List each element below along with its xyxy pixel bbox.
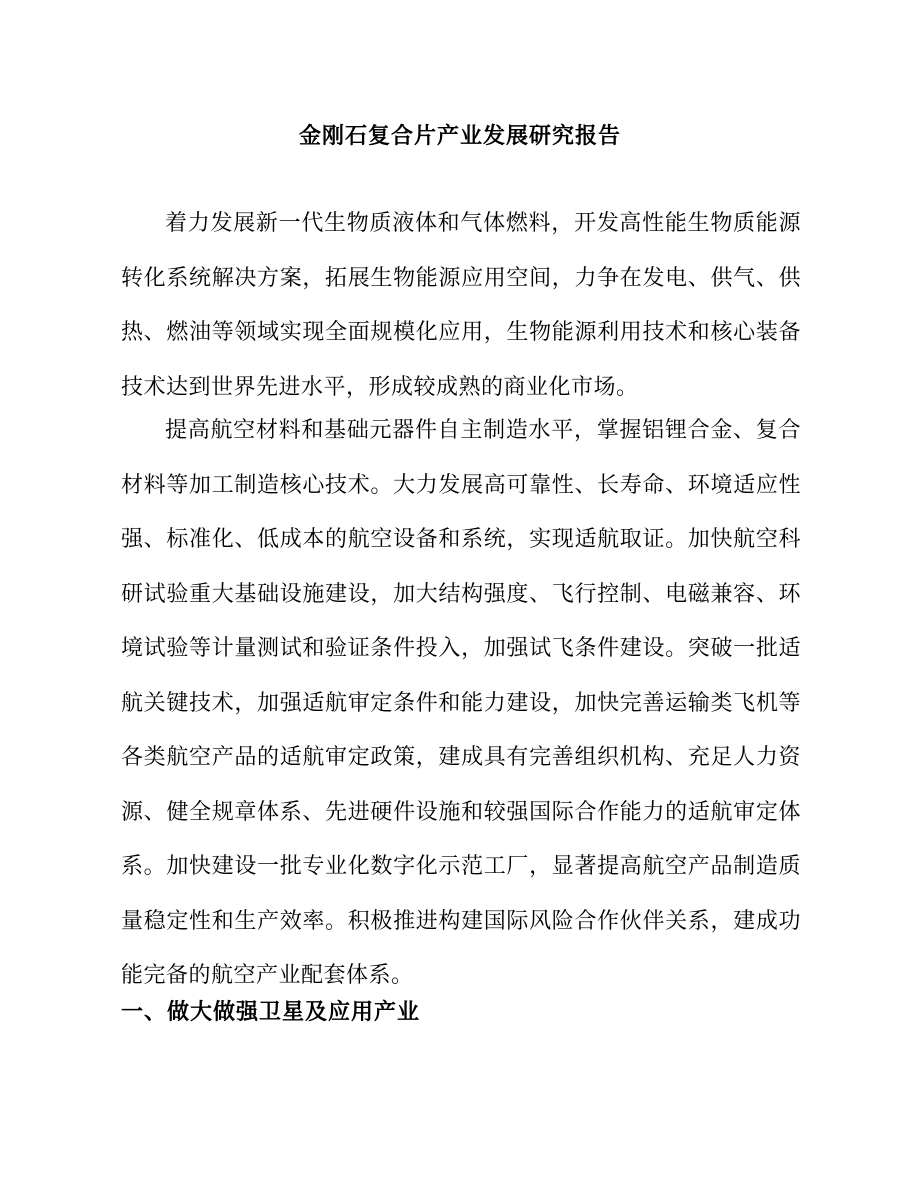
section-heading: 一、做大做强卫星及应用产业 — [121, 999, 421, 1025]
paragraph-bioenergy: 着力发展新一代生物质液体和气体燃料，开发高性能生物质能源转化系统解决方案，拓展生物能源应用空间，力争在发电、供气、供热、燃油等领域实现全面规模化应用，生物能源利用技术和核心装备技术达到世界先进水平，形成较成熟的商业化市场。 — [121, 211, 801, 400]
paragraph-aviation: 提高航空材料和基础元器件自主制造水平，掌握铝锂合金、复合材料等加工制造核心技术。大力发展高可靠性、长寿命、环境适应性强、标准化、低成本的航空设备和系统，实现适航取证。加快航空科研试验重大基础设施建设，加大结构强度、飞行控制、电磁兼容、环境试验等计量测试和验证条件投入，加强试飞条件建设。突破一批适航关键技术，加强适航审定条件和能力建设，加快完善运输类飞机等各类航空产品的适航审定政策，建成具有完善组织机构、充足人力资源、健全规章体系、先进硬件设施和较强国际合作能力的适航审定体系。加快建设一批专业化数字化示范工厂，显著提高航空产品制造质量稳定性和生产效率。积极推进构建国际风险合作伙伴关系，建成功能完备的航空产业配套体系。 — [121, 418, 801, 988]
document-title: 金刚石复合片产业发展研究报告 — [298, 123, 621, 149]
